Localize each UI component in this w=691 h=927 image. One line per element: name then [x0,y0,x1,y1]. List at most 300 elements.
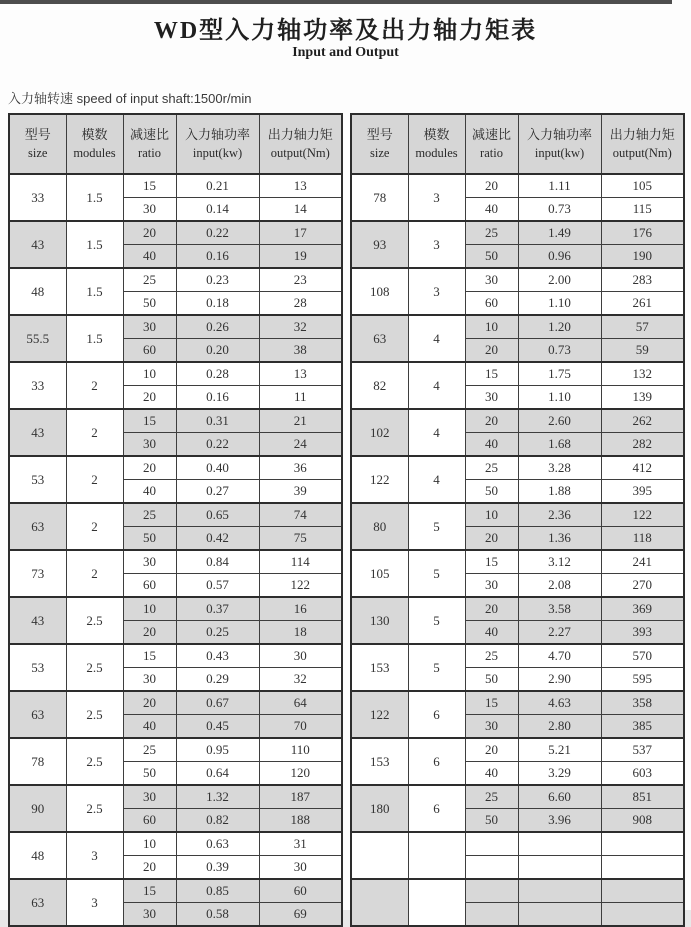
output-cell: 30 [259,856,342,880]
input-cell: 0.85 [176,879,259,903]
input-cell [518,903,601,927]
input-cell: 0.45 [176,715,259,739]
size-cell: 153 [351,644,408,691]
col-header-size-zh: 型号 [366,126,393,142]
size-cell: 63 [351,315,408,362]
ratio-cell: 25 [465,221,518,245]
ratio-cell [465,856,518,880]
ratio-cell: 20 [123,386,176,410]
ratio-cell [465,832,518,856]
input-cell: 0.16 [176,386,259,410]
input-cell: 0.14 [176,198,259,222]
input-cell: 0.84 [176,550,259,574]
size-cell: 33 [9,362,66,409]
ratio-cell: 20 [465,409,518,433]
output-cell: 30 [259,644,342,668]
output-cell: 75 [259,527,342,551]
input-cell: 0.43 [176,644,259,668]
ratio-cell: 20 [465,738,518,762]
input-cell: 0.20 [176,339,259,363]
ratio-cell: 25 [123,738,176,762]
output-cell: 369 [601,597,684,621]
input-cell: 0.27 [176,480,259,504]
size-cell: 43 [9,409,66,456]
size-cell: 78 [9,738,66,785]
output-cell: 241 [601,550,684,574]
table-row [351,832,684,856]
modules-cell: 5 [408,644,465,691]
size-cell: 82 [351,362,408,409]
output-cell: 13 [259,174,342,198]
input-cell: 1.88 [518,480,601,504]
ratio-cell: 60 [123,339,176,363]
ratio-cell: 30 [465,715,518,739]
ratio-cell: 60 [123,809,176,833]
col-header-input-en: input(kw) [534,145,585,160]
output-cell: 395 [601,480,684,504]
modules-cell: 1.5 [66,268,123,315]
size-cell: 130 [351,597,408,644]
table-row [9,221,342,245]
output-cell: 187 [259,785,342,809]
ratio-cell: 60 [465,292,518,316]
size-cell: 122 [351,691,408,738]
page-top-rule [0,0,672,4]
ratio-cell: 20 [123,856,176,880]
output-cell [601,879,684,903]
modules-cell: 2.5 [66,738,123,785]
ratio-cell: 40 [465,762,518,786]
ratio-cell: 30 [123,198,176,222]
size-cell: 122 [351,456,408,503]
input-cell: 0.31 [176,409,259,433]
table-row [351,879,684,903]
size-cell: 93 [351,221,408,268]
ratio-cell: 15 [465,550,518,574]
input-cell [518,856,601,880]
size-cell: 43 [9,221,66,268]
output-cell: 32 [259,668,342,692]
left-spec-table [8,113,343,927]
output-cell: 570 [601,644,684,668]
size-cell [351,879,408,926]
input-cell: 1.75 [518,362,601,386]
col-header-ratio [123,114,176,174]
table-row [9,550,342,574]
size-cell: 53 [9,456,66,503]
ratio-cell: 20 [465,339,518,363]
ratio-cell: 30 [123,668,176,692]
input-cell: 0.65 [176,503,259,527]
ratio-cell: 15 [123,879,176,903]
ratio-cell: 25 [465,644,518,668]
output-cell: 537 [601,738,684,762]
table-row [351,221,684,245]
input-cell: 0.39 [176,856,259,880]
output-cell: 70 [259,715,342,739]
input-cell: 1.68 [518,433,601,457]
col-header-modules-zh: 模数 [423,126,450,142]
table-row [351,738,684,762]
col-header-ratio [465,114,518,174]
ratio-cell: 50 [465,668,518,692]
ratio-cell: 15 [123,644,176,668]
size-cell [351,832,408,879]
ratio-cell: 15 [123,409,176,433]
table-row [351,550,684,574]
output-cell: 122 [601,503,684,527]
output-cell: 17 [259,221,342,245]
ratio-cell: 50 [123,292,176,316]
col-header-input [518,114,601,174]
output-cell: 24 [259,433,342,457]
modules-cell: 4 [408,315,465,362]
table-row [351,409,684,433]
input-cell: 0.22 [176,433,259,457]
ratio-cell: 40 [123,480,176,504]
modules-cell [408,832,465,879]
input-cell: 0.82 [176,809,259,833]
modules-cell: 2 [66,550,123,597]
input-cell: 2.08 [518,574,601,598]
input-cell: 0.64 [176,762,259,786]
modules-cell: 5 [408,550,465,597]
table-row [9,785,342,809]
size-cell: 53 [9,644,66,691]
output-cell: 122 [259,574,342,598]
ratio-cell: 30 [465,386,518,410]
col-header-ratio-zh: 减速比 [129,126,169,142]
input-cell: 2.00 [518,268,601,292]
input-cell: 0.96 [518,245,601,269]
size-cell: 108 [351,268,408,315]
right-spec-table [350,113,685,927]
input-cell: 0.26 [176,315,259,339]
table-row [9,268,342,292]
input-cell: 2.27 [518,621,601,645]
size-cell: 73 [9,550,66,597]
table-row [351,597,684,621]
output-cell: 190 [601,245,684,269]
output-cell: 120 [259,762,342,786]
page-title: WD型入力轴功率及出力轴力矩表 [153,18,538,44]
ratio-cell: 10 [465,503,518,527]
table-row [351,644,684,668]
input-cell: 2.60 [518,409,601,433]
size-cell: 102 [351,409,408,456]
size-cell: 48 [9,832,66,879]
table-row [351,456,684,480]
ratio-cell: 30 [123,903,176,927]
input-cell: 3.96 [518,809,601,833]
col-header-size [351,114,408,174]
ratio-cell: 10 [123,832,176,856]
input-cell: 0.40 [176,456,259,480]
ratio-cell: 20 [123,456,176,480]
output-cell: 57 [601,315,684,339]
col-header-output-zh: 出力轴力矩 [267,126,333,142]
modules-cell: 2.5 [66,644,123,691]
input-cell: 0.16 [176,245,259,269]
table-row [9,362,342,386]
modules-cell: 4 [408,456,465,503]
input-cell: 1.36 [518,527,601,551]
modules-cell: 5 [408,597,465,644]
table-row [9,456,342,480]
table-row [9,409,342,433]
input-cell: 2.80 [518,715,601,739]
ratio-cell: 30 [465,268,518,292]
output-cell: 115 [601,198,684,222]
modules-cell: 1.5 [66,315,123,362]
output-cell: 14 [259,198,342,222]
output-cell: 69 [259,903,342,927]
table-row [351,174,684,198]
modules-cell: 6 [408,785,465,832]
size-cell: 63 [9,503,66,550]
modules-cell: 3 [408,221,465,268]
col-header-input [176,114,259,174]
input-cell: 0.73 [518,339,601,363]
modules-cell: 5 [408,503,465,550]
modules-cell: 4 [408,409,465,456]
input-cell: 0.21 [176,174,259,198]
table-row [351,691,684,715]
input-cell: 2.36 [518,503,601,527]
size-cell: 55.5 [9,315,66,362]
input-cell: 0.63 [176,832,259,856]
output-cell: 21 [259,409,342,433]
table-row [9,503,342,527]
ratio-cell: 20 [123,221,176,245]
modules-cell: 3 [66,832,123,879]
output-cell: 261 [601,292,684,316]
col-header-input-zh: 入力轴功率 [184,126,250,142]
ratio-cell: 40 [465,621,518,645]
output-cell: 11 [259,386,342,410]
ratio-cell [465,903,518,927]
table-row [9,879,342,903]
modules-cell: 3 [66,879,123,926]
table-row [9,174,342,198]
header-row [9,114,342,174]
ratio-cell: 30 [123,315,176,339]
output-cell: 270 [601,574,684,598]
input-cell: 0.95 [176,738,259,762]
size-cell: 33 [9,174,66,221]
input-cell: 0.58 [176,903,259,927]
output-cell: 31 [259,832,342,856]
ratio-cell: 30 [123,550,176,574]
size-cell: 153 [351,738,408,785]
col-header-modules-en: modules [415,145,458,160]
output-cell: 393 [601,621,684,645]
ratio-cell: 25 [123,503,176,527]
table-row [9,738,342,762]
output-cell [601,832,684,856]
output-cell: 16 [259,597,342,621]
col-header-modules [66,114,123,174]
modules-cell: 3 [408,268,465,315]
table-row [351,315,684,339]
modules-cell: 6 [408,738,465,785]
output-cell: 908 [601,809,684,833]
output-cell: 59 [601,339,684,363]
output-cell: 595 [601,668,684,692]
col-header-output [259,114,342,174]
modules-cell: 6 [408,691,465,738]
size-cell: 63 [9,879,66,926]
output-cell: 176 [601,221,684,245]
input-cell: 0.37 [176,597,259,621]
col-header-size-zh: 型号 [24,126,51,142]
ratio-cell: 15 [465,691,518,715]
size-cell: 180 [351,785,408,832]
output-cell: 358 [601,691,684,715]
output-cell: 38 [259,339,342,363]
modules-cell: 3 [408,174,465,221]
output-cell: 110 [259,738,342,762]
col-header-ratio-en: ratio [480,145,503,160]
ratio-cell: 10 [123,597,176,621]
ratio-cell: 50 [465,245,518,269]
ratio-cell: 40 [123,245,176,269]
output-cell: 603 [601,762,684,786]
output-cell: 18 [259,621,342,645]
input-cell: 3.29 [518,762,601,786]
output-cell: 282 [601,433,684,457]
input-cell: 0.22 [176,221,259,245]
size-cell: 105 [351,550,408,597]
output-cell: 19 [259,245,342,269]
size-cell: 90 [9,785,66,832]
input-cell [518,832,601,856]
input-cell: 6.60 [518,785,601,809]
input-cell [518,879,601,903]
output-cell: 64 [259,691,342,715]
col-header-output-en: output(Nm) [612,145,672,160]
col-header-modules-zh: 模数 [81,126,108,142]
col-header-input-zh: 入力轴功率 [526,126,592,142]
header-row [351,114,684,174]
ratio-cell: 25 [465,785,518,809]
ratio-cell: 25 [465,456,518,480]
input-cell: 3.28 [518,456,601,480]
ratio-cell: 20 [123,691,176,715]
output-cell: 114 [259,550,342,574]
modules-cell: 2 [66,362,123,409]
ratio-cell: 40 [465,433,518,457]
col-header-input-en: input(kw) [192,145,243,160]
col-header-modules [408,114,465,174]
ratio-cell: 10 [465,315,518,339]
input-cell: 1.10 [518,386,601,410]
ratio-cell: 30 [123,785,176,809]
table-row [351,503,684,527]
col-header-size-en: size [28,145,48,160]
output-cell: 74 [259,503,342,527]
modules-cell: 2 [66,456,123,503]
ratio-cell: 15 [465,362,518,386]
size-cell: 80 [351,503,408,550]
ratio-cell: 40 [465,198,518,222]
output-cell: 39 [259,480,342,504]
ratio-cell: 20 [465,174,518,198]
output-cell: 118 [601,527,684,551]
modules-cell: 2 [66,503,123,550]
input-cell: 4.63 [518,691,601,715]
ratio-cell: 50 [123,762,176,786]
table-row [9,315,342,339]
ratio-cell: 50 [123,527,176,551]
output-cell: 13 [259,362,342,386]
ratio-cell [465,879,518,903]
ratio-cell: 20 [465,597,518,621]
ratio-cell: 60 [123,574,176,598]
size-cell: 78 [351,174,408,221]
output-cell: 385 [601,715,684,739]
col-header-output-zh: 出力轴力矩 [609,126,675,142]
output-cell: 139 [601,386,684,410]
output-cell [601,856,684,880]
table-row [351,268,684,292]
input-cell: 0.67 [176,691,259,715]
input-cell: 0.28 [176,362,259,386]
input-cell: 1.10 [518,292,601,316]
output-cell: 132 [601,362,684,386]
table-row [9,691,342,715]
input-cell: 4.70 [518,644,601,668]
modules-cell: 2.5 [66,691,123,738]
input-speed-note: 入力轴转速 speed of input shaft:1500r/min [8,91,252,106]
input-cell: 3.58 [518,597,601,621]
input-cell: 0.18 [176,292,259,316]
input-cell: 1.49 [518,221,601,245]
output-cell: 36 [259,456,342,480]
ratio-cell: 15 [123,174,176,198]
ratio-cell: 30 [465,574,518,598]
col-header-modules-en: modules [73,145,116,160]
ratio-cell: 30 [123,433,176,457]
output-cell [601,903,684,927]
input-cell: 0.25 [176,621,259,645]
ratio-cell: 20 [123,621,176,645]
input-cell: 0.23 [176,268,259,292]
output-cell: 32 [259,315,342,339]
input-cell: 1.20 [518,315,601,339]
modules-cell: 4 [408,362,465,409]
input-cell: 5.21 [518,738,601,762]
input-cell: 1.32 [176,785,259,809]
output-cell: 283 [601,268,684,292]
table-row [351,362,684,386]
table-row [351,785,684,809]
table-row [9,644,342,668]
ratio-cell: 50 [465,480,518,504]
col-header-size-en: size [370,145,390,160]
table-row [9,597,342,621]
input-cell: 0.42 [176,527,259,551]
input-cell: 3.12 [518,550,601,574]
output-cell: 28 [259,292,342,316]
input-cell: 2.90 [518,668,601,692]
size-cell: 63 [9,691,66,738]
modules-cell: 1.5 [66,221,123,268]
col-header-ratio-zh: 减速比 [471,126,511,142]
modules-cell: 1.5 [66,174,123,221]
modules-cell: 2.5 [66,597,123,644]
col-header-ratio-en: ratio [138,145,161,160]
